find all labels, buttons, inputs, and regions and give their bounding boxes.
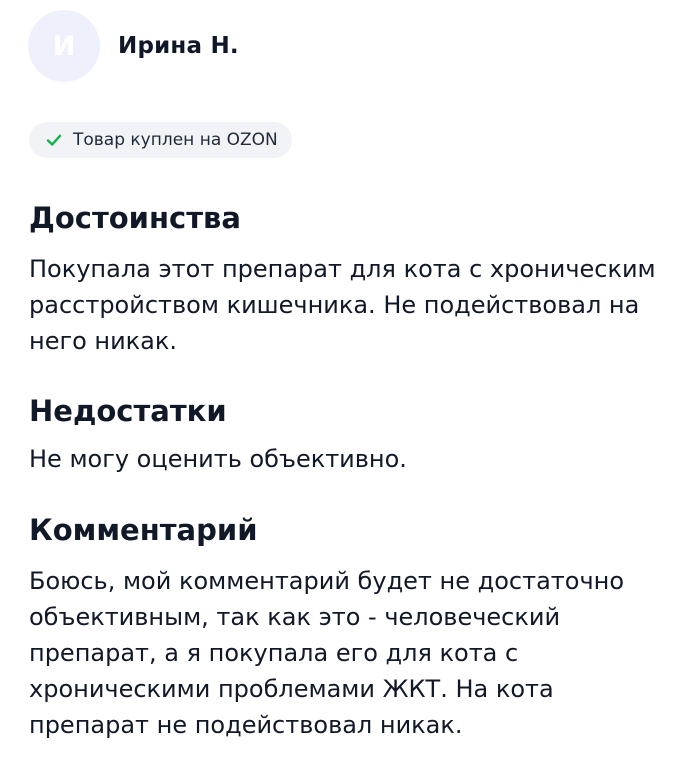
- avatar-initial: И: [52, 30, 76, 62]
- pros-heading: Достоинства: [29, 201, 241, 235]
- review-author: [28, 10, 239, 82]
- check-icon: [45, 131, 63, 149]
- cons-text: Не могу оценить объективно.: [29, 445, 407, 473]
- comment-section: [29, 511, 672, 743]
- badge-label: Товар куплен на OZON: [73, 130, 278, 150]
- cons-section: [29, 392, 672, 477]
- purchased-on-ozon-badge: [29, 122, 292, 158]
- comment-text: Боюсь, мой комментарий будет не достаточно объективным, так как это - человеческий препарат, а я покупала его для кота с хроническими проблемами ЖКТ. На кота препарат не подействовал никак.: [29, 567, 624, 739]
- comment-heading: Комментарий: [29, 513, 258, 547]
- cons-heading: Недостатки: [29, 394, 227, 428]
- pros-section: [29, 199, 672, 359]
- author-name[interactable]: Ирина Н.: [118, 33, 239, 59]
- avatar[interactable]: [28, 10, 100, 82]
- pros-text: Покупала этот препарат для кота с хроническим расстройством кишечника. Не подействовал на него никак.: [29, 255, 656, 355]
